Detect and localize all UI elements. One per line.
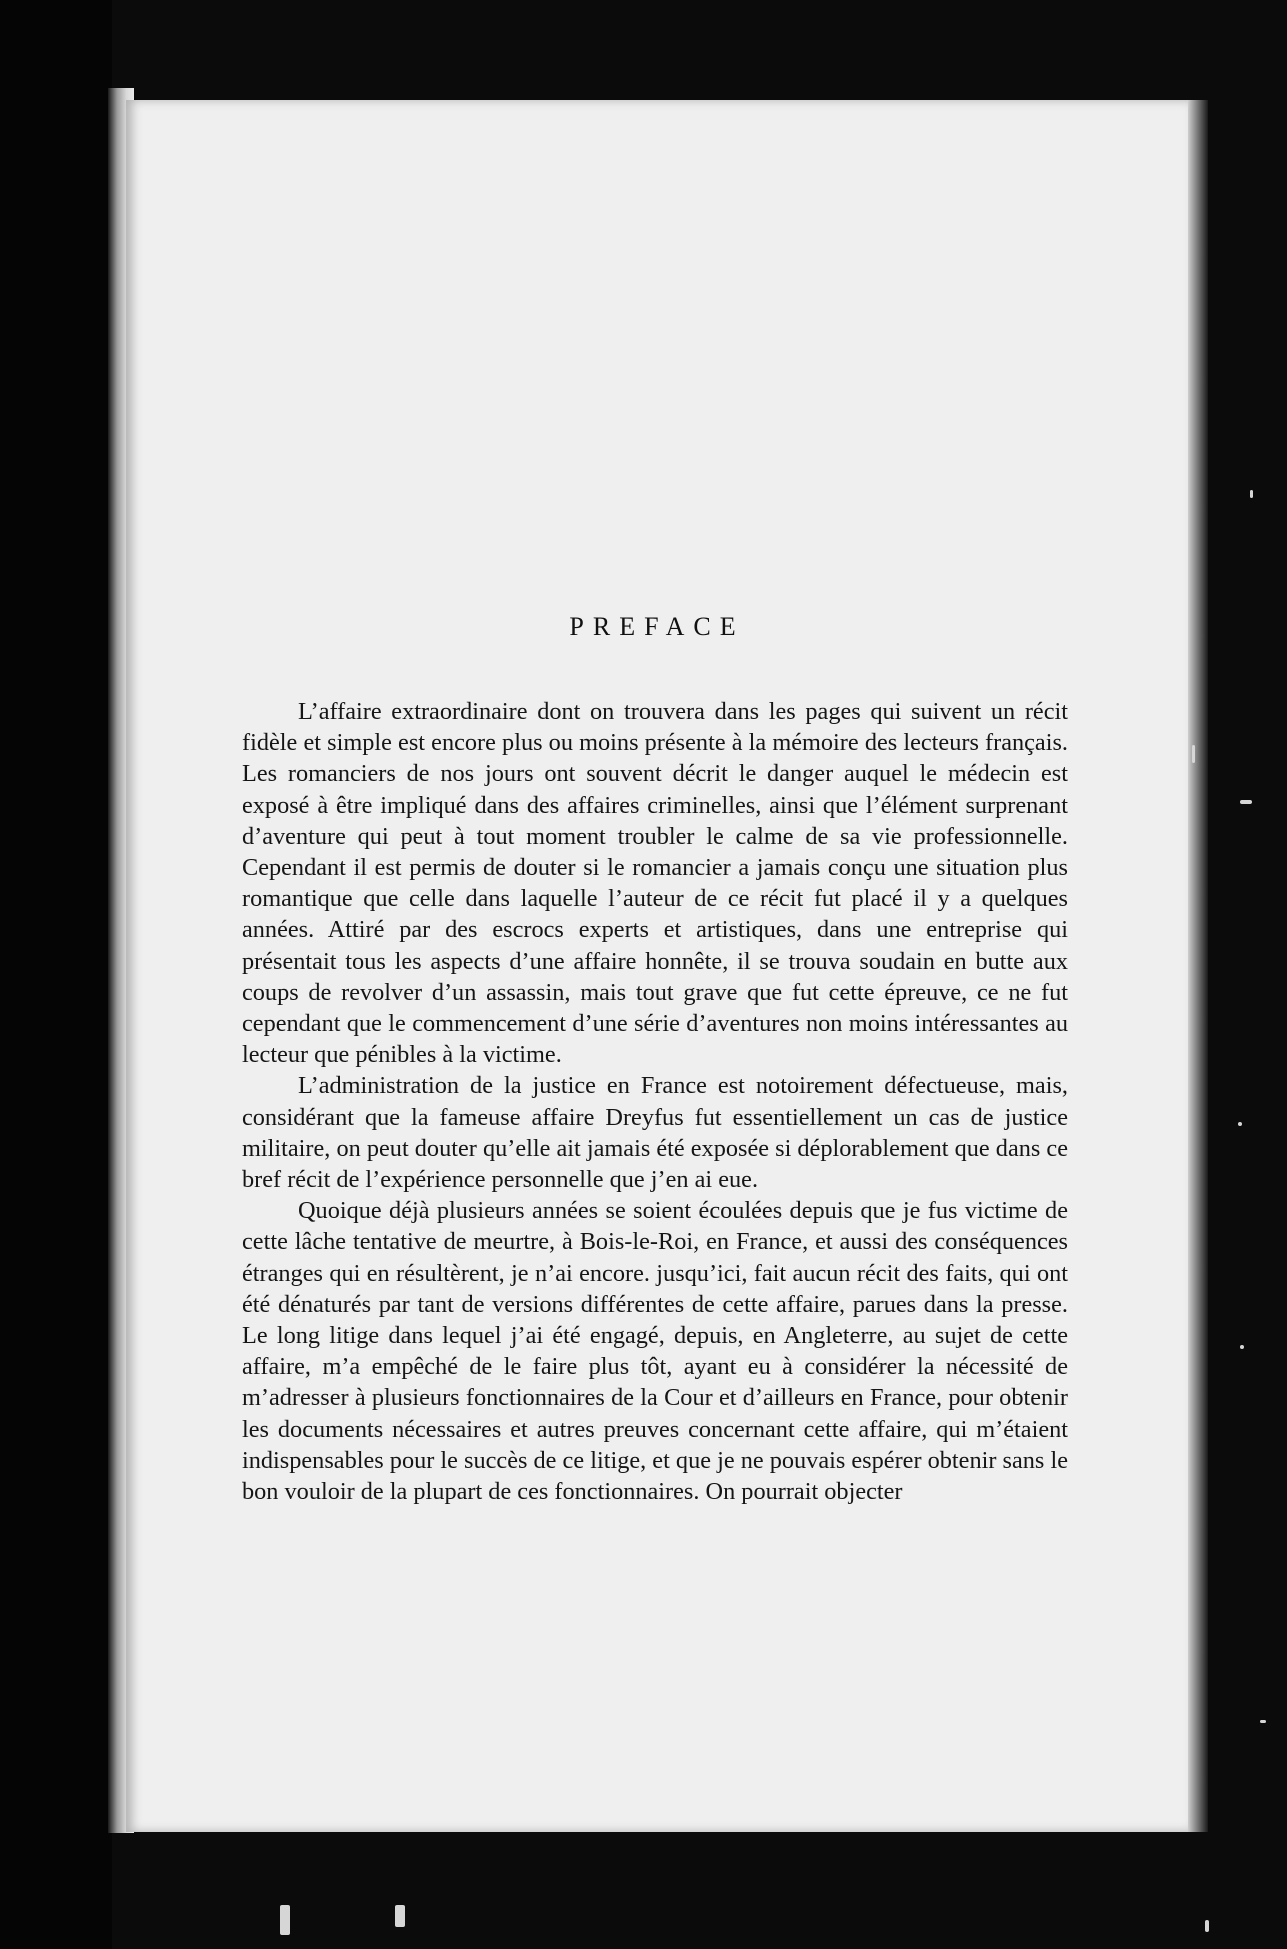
paragraph-2: L’administration de la justice en France est notoirement défectueuse, mais, considérant que la fameuse affaire Dreyfus fut essentiellement un cas de justice militaire, on peut douter qu’elle ait jamais été exposée si déplorablement que dans ce bref récit de l’expérience personnelle que j’en ai eue. — [242, 1072, 1068, 1194]
speck — [280, 1905, 290, 1935]
speck — [1260, 1720, 1266, 1723]
speck — [1240, 1345, 1244, 1349]
paragraph-3: Quoique déjà plusieurs années se soient écoulées depuis que je fus victime de cette lâche tentative de meurtre, à Bois-le-Roi, en France, et aussi des conséquences étranges qui en résultèrent, je n’ai encore. jusqu’ici, fait aucun récit des faits, qui ont été dénaturés par tant de versions différentes de cette affaire, parues dans la presse. Le long litige dans lequel j’ai été engagé, depuis, en Angleterre, au sujet de cette affaire, m’a empêché de le faire plus tôt, ayant eu à considérer la nécessité de m’adresser à plusieurs fonctionnaires de la Cour et d’ailleurs en France, pour obtenir les documents nécessaires et autres preuves concernant cette affaire, qui m’étaient indispensables pour le succès de ce litige, et que je ne pouvais espérer obtenir sans le bon vouloir de la plupart de ces fonctionnaires. On pourrait objecter — [242, 1197, 1068, 1506]
paragraph-1: L’affaire extraordinaire dont on trouvera dans les pages qui suivent un récit fidèle et simple est encore plus ou moins présente à la mémoire des lecteurs français. Les romanciers de nos jours ont souvent décrit le danger auquel le médecin est exposé à être impliqué dans des affaires criminelles, ainsi que l’élément surprenant d’aventure qui peut à tout moment troubler le calme de sa vie professionnelle. Cependant il est permis de douter si le romancier a jamais conçu une situation plus romantique que celle dans laquelle l’auteur de ce récit fut placé il y a quelques années. Attiré par des escrocs experts et artistiques, dans une entreprise qui présentait tous les aspects d’une affaire honnête, il se trouva soudain en butte aux coups de revolver d’un assassin, mais tout grave que fut cette épreuve, ce ne fut cependant que le commencement d’une série d’aventures non moins intéressantes au lecteur que pénibles à la victime. — [242, 698, 1068, 1069]
page-title: PREFACE — [569, 612, 745, 641]
book-page — [126, 100, 1188, 1832]
speck — [1205, 1920, 1209, 1932]
body-text — [242, 696, 1068, 1507]
speck — [395, 1905, 405, 1927]
speck — [1250, 490, 1253, 498]
speck — [1238, 1122, 1242, 1126]
page-right-edge — [1188, 100, 1208, 1832]
speck — [1240, 800, 1252, 804]
facing-page-edge — [0, 0, 112, 1949]
speck — [1192, 745, 1195, 763]
